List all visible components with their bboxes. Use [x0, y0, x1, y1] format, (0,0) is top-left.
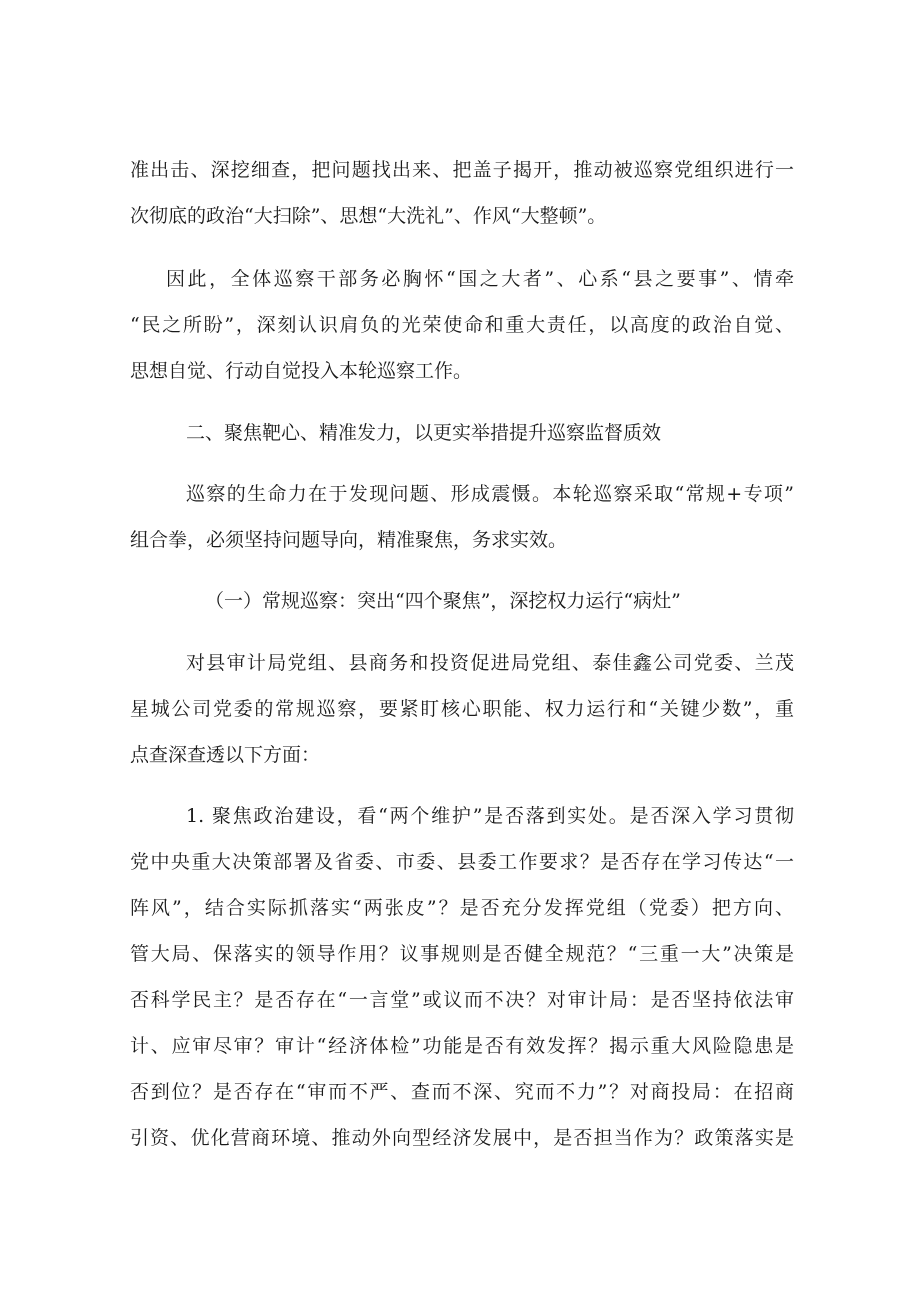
p3-line-2: 组合拳，必须坚持问题导向，精准聚焦，务求实效。 [130, 529, 568, 551]
p3-line-1: 巡察的生命力在于发现问题、形成震慑。本轮巡察采取“常规+专项” [186, 483, 794, 505]
p2-line-1: 因此，全体巡察干部务必胸怀“国之大者”、心系“县之要事”、情牵 [166, 268, 794, 290]
p2-line-3: 思想自觉、行动自觉投入本轮巡察工作。 [130, 360, 473, 382]
p5-line-2: 党中央重大决策部署及省委、市委、县委工作要求？是否存在学习传达“一 [130, 851, 794, 873]
p5-line-5: 否科学民主？是否存在“一言堂”或议而不决？对审计局：是否坚持依法审 [130, 989, 794, 1011]
p5-line-6: 计、应审尽审？审计“经济体检”功能是否有效发挥？揭示重大风险隐患是 [130, 1035, 794, 1057]
p1-line-2: 次彻底的政治“大扫除”、思想“大洗礼”、作风“大整顿”。 [130, 205, 607, 227]
p4-line-3: 点查深查透以下方面： [130, 744, 321, 766]
p5-line-3: 阵风”，结合实际抓落实“两张皮”？是否充分发挥党组（党委）把方向、 [130, 897, 794, 919]
p5-line-1: 1. 聚焦政治建设，看“两个维护”是否落到实处。是否深入学习贯彻 [186, 805, 794, 827]
section-heading-2: 二、聚焦靶心、精准发力，以更实举措提升巡察监督质效 [186, 422, 662, 444]
p5-line-4: 管大局、保落实的领导作用？议事规则是否健全规范？“三重一大”决策是 [130, 943, 794, 965]
p5-line-7: 否到位？是否存在“审而不严、查而不深、究而不力”？对商投局：在招商 [130, 1081, 794, 1103]
p4-line-1: 对县审计局党组、县商务和投资促进局党组、泰佳鑫公司党委、兰茂 [186, 652, 794, 674]
p5-line-8: 引资、优化营商环境、推动外向型经济发展中，是否担当作为？政策落实是 [130, 1127, 794, 1149]
subheading-1: （一）常规巡察：突出“四个聚焦”，深挖权力运行“病灶” [205, 590, 681, 612]
p4-line-2: 星城公司党委的常规巡察，要紧盯核心职能、权力运行和“关键少数”，重 [130, 698, 794, 720]
p1-line-1: 准出击、深挖细查，把问题找出来、把盖子揭开，推动被巡察党组织进行一 [130, 159, 794, 181]
p2-line-2: “民之所盼”，深刻认识肩负的光荣使命和重大责任，以高度的政治自觉、 [130, 314, 794, 336]
